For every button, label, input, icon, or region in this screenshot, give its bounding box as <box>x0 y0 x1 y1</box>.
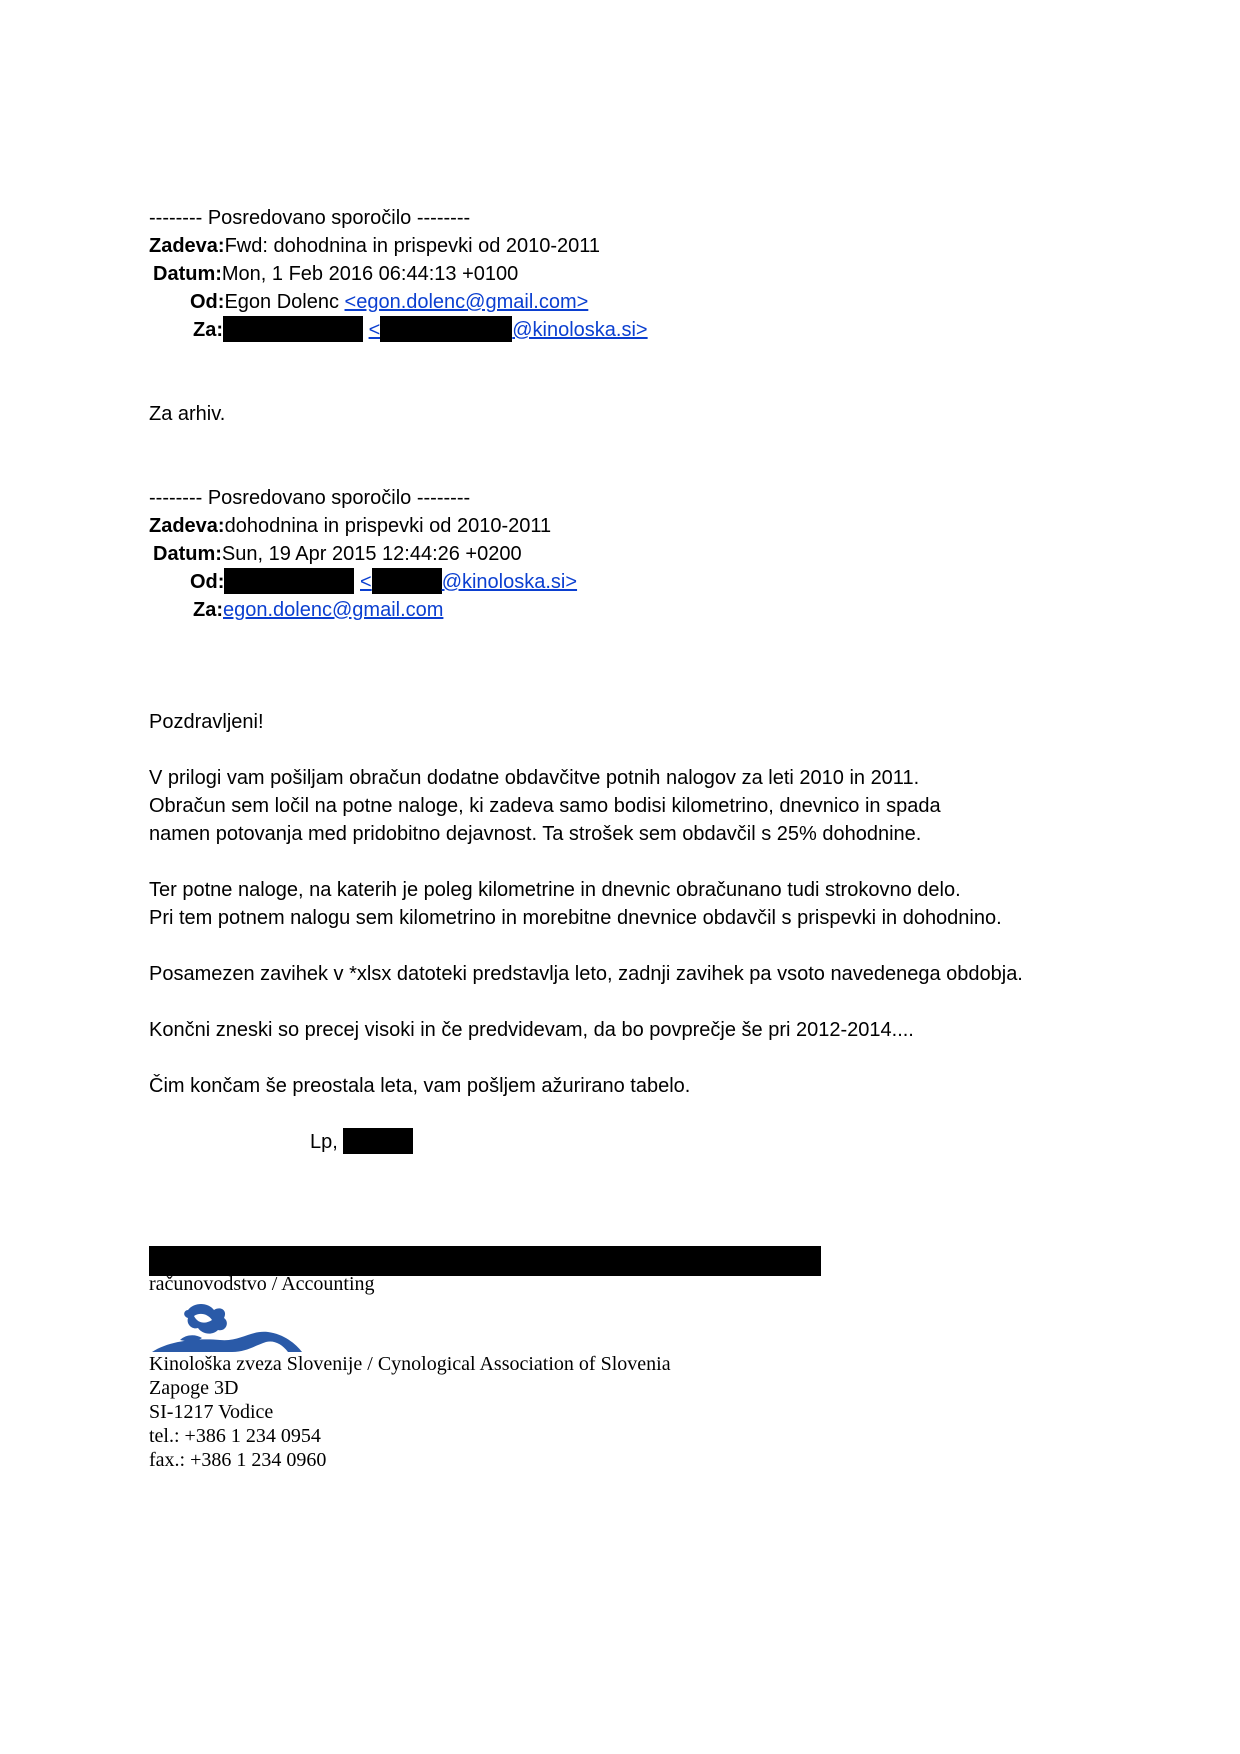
subject-label: Zadeva: <box>149 515 225 537</box>
redacted-name <box>223 316 363 342</box>
paragraph-1-line-3: namen potovanja med pridobitno dejavnost. Ta strošek sem obdavčil s 25% dohodnine. <box>149 823 922 845</box>
archive-note: Za arhiv. <box>149 403 226 425</box>
date-row <box>153 260 518 288</box>
from-name: Egon Dolenc <box>224 291 345 313</box>
signature-telephone: tel.: +386 1 234 0954 <box>149 1425 321 1447</box>
subject-row-2 <box>149 512 551 540</box>
date-value: Sun, 19 Apr 2015 12:44:26 +0200 <box>221 543 522 565</box>
from-row-2 <box>190 568 577 596</box>
subject-value: dohodnina in prispevki od 2010-2011 <box>224 515 552 537</box>
forward-separator-2: -------- Posredovano sporočilo -------- <box>149 487 471 509</box>
to-email-link[interactable]: < @kinoloska.si> <box>369 319 648 341</box>
to-label: Za: <box>193 319 223 341</box>
closing <box>310 1128 413 1156</box>
signature-department: računovodstvo / Accounting <box>149 1273 375 1295</box>
date-label: Datum: <box>153 543 222 565</box>
from-email-link[interactable]: < @kinoloska.si> <box>360 571 577 593</box>
date-row-2 <box>153 540 522 568</box>
paragraph-1-line-1: V prilogi vam pošiljam obračun dodatne obdavčitve potnih nalogov za leti 2010 in 2011. <box>149 767 920 789</box>
greeting: Pozdravljeni! <box>149 711 264 733</box>
paragraph-2-line-2: Pri tem potnem nalogu sem kilometrino in morebitne dnevnice obdavčil s prispevki in dohodnino. <box>149 907 1002 929</box>
to-label: Za: <box>193 599 223 621</box>
signature-fax: fax.: +386 1 234 0960 <box>149 1449 327 1471</box>
paragraph-1-line-2: Obračun sem ločil na potne naloge, ki zadeva samo bodisi kilometrino, dnevnico in spada <box>149 795 941 817</box>
to-row <box>193 316 648 344</box>
to-row-2 <box>193 596 443 624</box>
paragraph-3: Posamezen zavihek v *xlsx datoteki predstavlja leto, zadnji zavihek pa vsoto navedenega obdobja. <box>149 963 1023 985</box>
to-email-link[interactable]: egon.dolenc@gmail.com <box>223 599 444 621</box>
subject-row <box>149 232 600 260</box>
redacted-name <box>224 568 354 594</box>
redacted-signer <box>343 1128 413 1154</box>
paragraph-2-line-1: Ter potne naloge, na katerih je poleg kilometrine in dnevnic obračunano tudi strokovno delo. <box>149 879 961 901</box>
from-label: Od: <box>190 291 225 313</box>
subject-value: Fwd: dohodnina in prispevki od 2010-2011 <box>224 235 601 257</box>
from-email-link[interactable]: <egon.dolenc@gmail.com> <box>344 291 589 313</box>
date-label: Datum: <box>153 263 222 285</box>
closing-text: Lp, <box>310 1131 344 1153</box>
from-row <box>190 288 588 316</box>
signature-organization: Kinološka zveza Slovenije / Cynological Association of Slovenia <box>149 1353 671 1375</box>
subject-label: Zadeva: <box>149 235 225 257</box>
date-value: Mon, 1 Feb 2016 06:44:13 +0100 <box>221 263 519 285</box>
paragraph-4: Končni zneski so precej visoki in če predvidevam, da bo povprečje še pri 2012-2014.... <box>149 1019 914 1041</box>
forward-separator: -------- Posredovano sporočilo -------- <box>149 207 471 229</box>
from-label: Od: <box>190 571 225 593</box>
redacted-email-user <box>372 568 442 594</box>
lion-logo-icon <box>150 1300 305 1358</box>
signature-city: SI-1217 Vodice <box>149 1401 274 1423</box>
paragraph-5: Čim končam še preostala leta, vam pošljem ažurirano tabelo. <box>149 1075 691 1097</box>
signature-street: Zapoge 3D <box>149 1377 239 1399</box>
redacted-email-user <box>380 316 512 342</box>
